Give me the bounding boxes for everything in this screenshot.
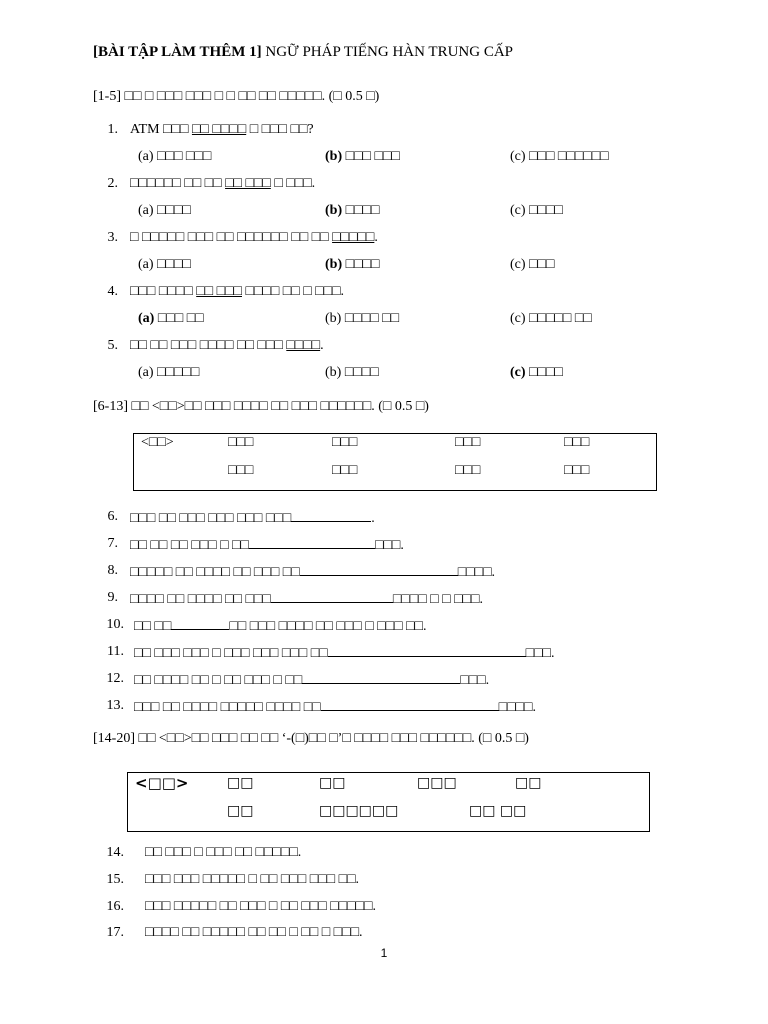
q3-post: .: [374, 230, 378, 245]
q1-number: 1.: [107, 122, 118, 137]
q9-post: □□□□ □ □ □□□.: [392, 592, 483, 607]
q17-text: □□□□ □□ □□□□□ □□ □□ □ □□ □ □□□.: [145, 925, 363, 940]
q10-text: [134, 617, 426, 635]
q4-post: □□□□ □□ □ □□□.: [241, 284, 345, 299]
q1-underlined: □□ □□□□: [191, 122, 247, 137]
word-bank-2-word: □□: [227, 775, 254, 791]
word-bank-1-word: □□□: [228, 435, 254, 450]
section3-instruction: [14-20] □□ <□□>□□ □□□ □□ □□ ‘-(□)□□ □’□ □□□□ □□□ □□□□□□. (□ 0.5 □): [93, 731, 529, 746]
q3-option-b[interactable]: (b) □□□□: [325, 257, 380, 272]
word-bank-2-word: □□: [319, 775, 346, 791]
word-bank-1-word: □□□: [228, 463, 254, 478]
q3-underlined: □□□□□: [332, 230, 375, 245]
q4-text: [130, 284, 344, 300]
word-bank-1-label: <□□>: [141, 435, 174, 450]
q4-option-a[interactable]: (a) □□□ □□: [138, 311, 204, 326]
word-bank-2-word: □□ □□: [469, 803, 527, 819]
word-bank-1-word: □□□: [332, 463, 358, 478]
q3-text: [130, 230, 378, 246]
q12-post: □□□.: [460, 673, 490, 688]
q7-post: □□□.: [374, 538, 404, 553]
q1-option-c[interactable]: (c) □□□ □□□□□□: [510, 149, 609, 164]
q12-text: [134, 671, 489, 689]
q13-pre: □□□ □□ □□□□ □□□□□ □□□□ □□: [134, 700, 321, 715]
q6-pre: □□□ □□ □□□ □□□ □□□ □□□: [130, 511, 292, 526]
word-bank-1-word: □□□: [455, 463, 481, 478]
q12-blank[interactable]: [302, 671, 460, 684]
q5-post: .: [320, 338, 324, 353]
q13-number: 13.: [106, 698, 124, 713]
q6-number: 6.: [107, 509, 118, 524]
q2-underlined: □□ □□□: [225, 176, 271, 191]
q9-number: 9.: [107, 590, 118, 605]
q7-pre: □□ □□ □□ □□□ □ □□: [130, 538, 249, 553]
q8-blank[interactable]: [300, 563, 458, 576]
q6-post: .: [371, 511, 375, 526]
q5-underlined: □□□□: [286, 338, 321, 353]
q1-option-a[interactable]: (a) □□□ □□□: [138, 149, 212, 164]
q6-blank[interactable]: [291, 509, 371, 522]
q9-text: [130, 590, 483, 608]
q7-number: 7.: [107, 536, 118, 551]
q2-text: [130, 176, 315, 192]
q2-pre: □□□□□□ □□ □□: [130, 176, 226, 191]
q4-pre: □□□ □□□□: [130, 284, 197, 299]
q12-number: 12.: [106, 671, 124, 686]
q9-blank[interactable]: [271, 590, 393, 603]
q5-pre: □□ □□ □□□ □□□□ □□ □□□: [130, 338, 287, 353]
q4-number: 4.: [107, 284, 118, 299]
q2-option-a[interactable]: (a) □□□□: [138, 203, 191, 218]
word-bank-2-word: □□□: [417, 775, 457, 791]
q4-option-c[interactable]: (c) □□□□□ □□: [510, 311, 592, 326]
word-bank-2-label: <□□>: [135, 774, 189, 792]
q10-pre: □□ □□: [134, 619, 172, 634]
q14-text: □□ □□□ □ □□□ □□ □□□□□.: [145, 845, 302, 860]
q11-text: [134, 644, 555, 662]
q13-blank[interactable]: [321, 698, 499, 711]
q8-number: 8.: [107, 563, 118, 578]
q1-pre: ATM □□□: [130, 122, 192, 137]
word-bank-2-word: □□: [227, 803, 254, 819]
q3-number: 3.: [107, 230, 118, 245]
q11-post: □□□.: [525, 646, 555, 661]
q5-option-c[interactable]: (c) □□□□: [510, 365, 563, 380]
section1-instruction: [1-5] □□ □ □□□ □□□ □ □ □□ □□ □□□□□. (□ 0.5 □): [93, 89, 380, 104]
q10-post: □□ □□□ □□□□ □□ □□□ □ □□□ □□.: [229, 619, 427, 634]
q1-post: □ □□□ □□?: [246, 122, 314, 137]
q11-number: 11.: [107, 644, 124, 659]
q8-pre: □□□□□ □□ □□□□ □□ □□□ □□: [130, 565, 300, 580]
q3-pre: □ □□□□□ □□□ □□ □□□□□□ □□ □□: [130, 230, 333, 245]
q3-option-c[interactable]: (c) □□□: [510, 257, 555, 272]
q4-underlined: □□ □□□: [196, 284, 242, 299]
page-number: 1: [380, 946, 388, 960]
q8-post: □□□□.: [457, 565, 496, 580]
q5-number: 5.: [107, 338, 118, 353]
q3-option-a[interactable]: (a) □□□□: [138, 257, 191, 272]
q17-number: 17.: [106, 925, 124, 940]
q11-pre: □□ □□□ □□□ □ □□□ □□□ □□□ □□: [134, 646, 328, 661]
q2-post: □ □□□.: [270, 176, 316, 191]
word-bank-1-word: □□□: [455, 435, 481, 450]
q5-option-b[interactable]: (b) □□□□: [325, 365, 379, 380]
q16-number: 16.: [106, 899, 124, 914]
word-bank-2-word: □□□□□□: [319, 803, 399, 819]
q1-option-b[interactable]: (b) □□□ □□□: [325, 149, 400, 164]
q9-pre: □□□□ □□ □□□□ □□ □□□: [130, 592, 271, 607]
q5-option-a[interactable]: (a) □□□□□: [138, 365, 200, 380]
q8-text: [130, 563, 495, 581]
q10-number: 10.: [106, 617, 124, 632]
word-bank-1-word: □□□: [564, 463, 590, 478]
q11-blank[interactable]: [328, 644, 526, 657]
q15-text: □□□ □□□ □□□□□ □ □□ □□□ □□□ □□.: [145, 872, 360, 887]
q12-pre: □□ □□□□ □□ □ □□ □□□ □ □□: [134, 673, 303, 688]
section2-instruction: [6-13] □□ <□□>□□ □□□ □□□□ □□ □□□ □□□□□□. (□ 0.5 □): [93, 399, 429, 414]
title-rest: NGỮ PHÁP TIẾNG HÀN TRUNG CẤP: [261, 44, 514, 60]
q5-text: [130, 338, 324, 354]
word-bank-box-2: [127, 772, 650, 832]
q13-text: [134, 698, 536, 716]
q2-number: 2.: [107, 176, 118, 191]
q10-blank[interactable]: [171, 617, 229, 630]
q1-text: [130, 122, 314, 138]
q15-number: 15.: [106, 872, 124, 887]
q13-post: □□□□.: [498, 700, 536, 715]
q2-option-c[interactable]: (c) □□□□: [510, 203, 563, 218]
title-bold: [BÀI TẬP LÀM THÊM 1]: [93, 44, 262, 60]
q7-blank[interactable]: [249, 536, 375, 549]
document-title: [93, 44, 513, 61]
word-bank-1-word: □□□: [564, 435, 590, 450]
q7-text: [130, 536, 404, 554]
word-bank-1-word: □□□: [332, 435, 358, 450]
q16-text: □□□ □□□□□ □□ □□□ □ □□ □□□ □□□□□.: [145, 899, 376, 914]
word-bank-2-word: □□: [515, 775, 542, 791]
q2-option-b[interactable]: (b) □□□□: [325, 203, 380, 218]
q4-option-b[interactable]: (b) □□□□ □□: [325, 311, 400, 326]
q14-number: 14.: [106, 845, 124, 860]
q6-text: [130, 509, 375, 527]
